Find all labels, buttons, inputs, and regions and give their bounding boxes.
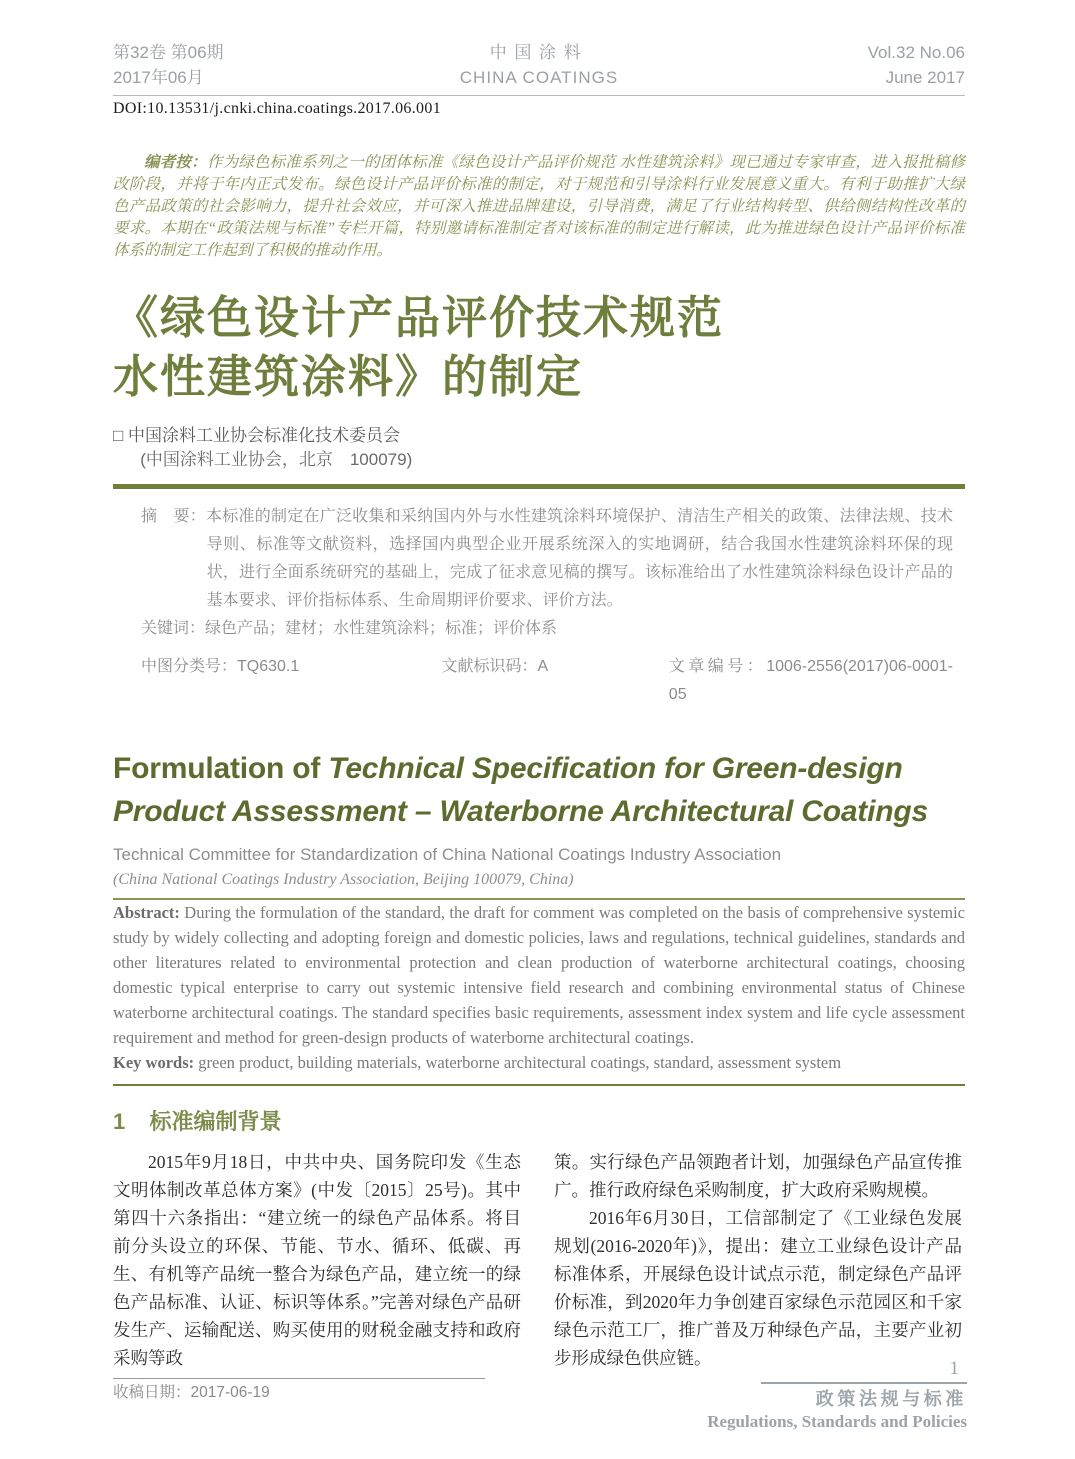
keywords-en	[113, 1050, 965, 1075]
article-title-cn-line2: 水性建筑涂料》的制定	[113, 351, 584, 402]
abstract-en-label: Abstract:	[113, 903, 180, 922]
header-volume-issue-cn	[113, 40, 379, 90]
authors-en	[113, 843, 965, 893]
page-number: 1	[949, 1358, 959, 1379]
journal-name-en: CHINA COATINGS	[459, 68, 619, 87]
abstract-cn-text: 本标准的制定在广泛收集和采纳国内外与水性建筑涂料环境保护、清洁生产相关的政策、法律法规、技术导则、标准等文献资料，选择国内典型企业开展系统深入的实地调研，结合我国水性建筑涂料环保的现状，进行全面系统研究的基础上，完成了征求意见稿的撰写。该标准给出了水性建筑涂料绿色设计产品的基本要求、评价指标体系、生命周期评价要求、评价方法。	[205, 508, 953, 609]
body-columns	[113, 1148, 965, 1372]
journal-name-cn: 中国涂料	[489, 43, 589, 62]
doc-code-value: A	[537, 658, 549, 675]
article-title-en-part2: Technical Specification for Green-design	[328, 752, 903, 785]
author-name-cn: 中国涂料工业协会标准化技术委员会	[128, 426, 401, 445]
abstract-cn	[141, 503, 953, 615]
author-affiliation-en: (China National Coatings Industry Association, Beijing 100079, China)	[113, 871, 574, 888]
author-name-en: Technical Committee for Standardization of China National Coatings Industry Association	[113, 845, 782, 864]
abstract-cn-label: 摘 要：	[141, 508, 206, 525]
article-id-value: 1006-2556(2017)06-0001-05	[668, 658, 953, 703]
keywords-cn-label: 关键词：	[141, 620, 206, 637]
divider-thick-top	[113, 484, 965, 489]
volume-issue-cn: 第32卷 第06期	[113, 43, 224, 62]
article-title-en-part3: Product Assessment – Waterborne Architectural Coatings	[113, 795, 928, 828]
author-marker-icon: □	[113, 426, 124, 445]
abstract-en-text: During the formulation of the standard, the draft for comment was completed on the basis of comprehensive systemic study by widely collecting and adopting foreign and domestic policies, laws and regulations, technical guidelines, standards and other literatures related to environmental protection and clean production of waterborne architectural coatings, choosing domestic typical enterprise to carry out systemic intensive field research and combining environmental status of Chinese waterborne architectural coatings. The standard specifies basic requirements, assessment index system and life cycle assessment requirement and method for green-design products of waterborne architectural coatings.	[113, 903, 965, 1047]
editor-note-text: 作为绿色标准系列之一的团体标准《绿色设计产品评价规范 水性建筑涂料》现已通过专家审查，进入报批稿修改阶段，并将于年内正式发布。绿色设计产品评价标准的制定，对于规范和引导涂料行业发展意义重大。有利于助推扩大绿色产品政策的社会影响力，提升社会效应，并可深入推进品牌建设，引导消费，满足了行业结构转型、供给侧结构性改革的要求。本期在“政策法规与标准”专栏开篇，特别邀请标准制定者对该标准的制定进行解读，此为推进绿色设计产品评价标准体系的制定工作起到了积极的推动作用。	[113, 154, 965, 259]
classification-row	[141, 653, 953, 709]
keywords-cn-text: 绿色产品；建材；水性建筑涂料；标准；评价体系	[205, 620, 558, 637]
received-date-label: 收稿日期：	[113, 1384, 191, 1401]
clc-label: 中图分类号：	[141, 658, 238, 675]
editor-note	[113, 152, 965, 262]
article-title-cn	[113, 288, 965, 406]
authors-cn	[113, 424, 965, 472]
author-line	[113, 424, 965, 448]
section-1-heading	[113, 1108, 965, 1136]
article-title-cn-line1: 《绿色设计产品评价技术规范	[113, 292, 725, 343]
section-1-number: 1	[113, 1109, 126, 1134]
received-date-footnote	[113, 1378, 485, 1404]
date-cn: 2017年06月	[113, 68, 204, 87]
abstract-en	[113, 900, 965, 1050]
footer-rule	[761, 1382, 967, 1384]
doi: DOI:10.13531/j.cnki.china.coatings.2017.06.001	[113, 100, 442, 117]
footer-column-title-en: Regulations, Standards and Policies	[707, 1412, 967, 1431]
article-id-label: 文章编号：	[668, 658, 767, 675]
received-date-value: 2017-06-19	[190, 1384, 270, 1401]
clc-number	[141, 653, 441, 709]
doc-code-label: 文献标识码：	[441, 658, 538, 675]
document-code	[441, 653, 668, 709]
body-paragraph: 策。实行绿色产品领跑者计划，加强绿色产品宣传推广。推行政府绿色采购制度，扩大政府采购规模。	[554, 1152, 962, 1200]
clc-value: TQ630.1	[237, 658, 300, 675]
footer-column-title-cn: 政策法规与标准	[815, 1389, 967, 1409]
keywords-en-text: green product, building materials, waterborne architectural coatings, standard, assessment system	[194, 1053, 842, 1072]
header-journal-name	[379, 40, 699, 90]
meta-block-cn	[113, 503, 965, 709]
divider-mid	[113, 1084, 965, 1086]
editor-note-label: 编者按：	[144, 154, 207, 171]
page-footer	[707, 1358, 967, 1433]
date-en: June 2017	[885, 68, 965, 87]
volume-issue-en: Vol.32 No.06	[867, 43, 965, 62]
body-column-right	[554, 1148, 962, 1372]
body-paragraph: 2016年6月30日，工信部制定了《工业绿色发展规划(2016-2020年)》，提出：建立工业绿色设计产品标准体系，开展绿色设计试点示范，制定绿色产品评价标准，到2020年力争创建百家绿色示范园区和千家绿色示范工厂，推广普及万种绿色产品，主要产业初步形成绿色供应链。	[554, 1208, 962, 1368]
article-title-en	[113, 747, 965, 833]
journal-header	[113, 40, 965, 96]
article-title-en-part1: Formulation of	[113, 752, 329, 785]
keywords-en-label: Key words:	[113, 1053, 195, 1072]
section-1-title: 标准编制背景	[149, 1109, 282, 1134]
author-affiliation-cn: (中国涂料工业协会，北京 100079)	[140, 450, 413, 469]
keywords-cn	[141, 615, 953, 643]
body-paragraph: 2015年9月18日，中共中央、国务院印发《生态文明体制改革总体方案》(中发〔2015〕25号)。其中第四十六条指出：“建立统一的绿色产品体系。将目前分头设立的环保、节能、节水、循环、低碳、再生、有机等产品统一整合为绿色产品，建立统一的绿色产品标准、认证、标识等体系。”完善对绿色产品研发生产、运输配送、购买使用的财税金融支持和政府采购等政	[113, 1152, 521, 1368]
header-volume-issue-en	[699, 40, 965, 90]
body-column-left	[113, 1148, 521, 1372]
article-id	[669, 653, 953, 709]
